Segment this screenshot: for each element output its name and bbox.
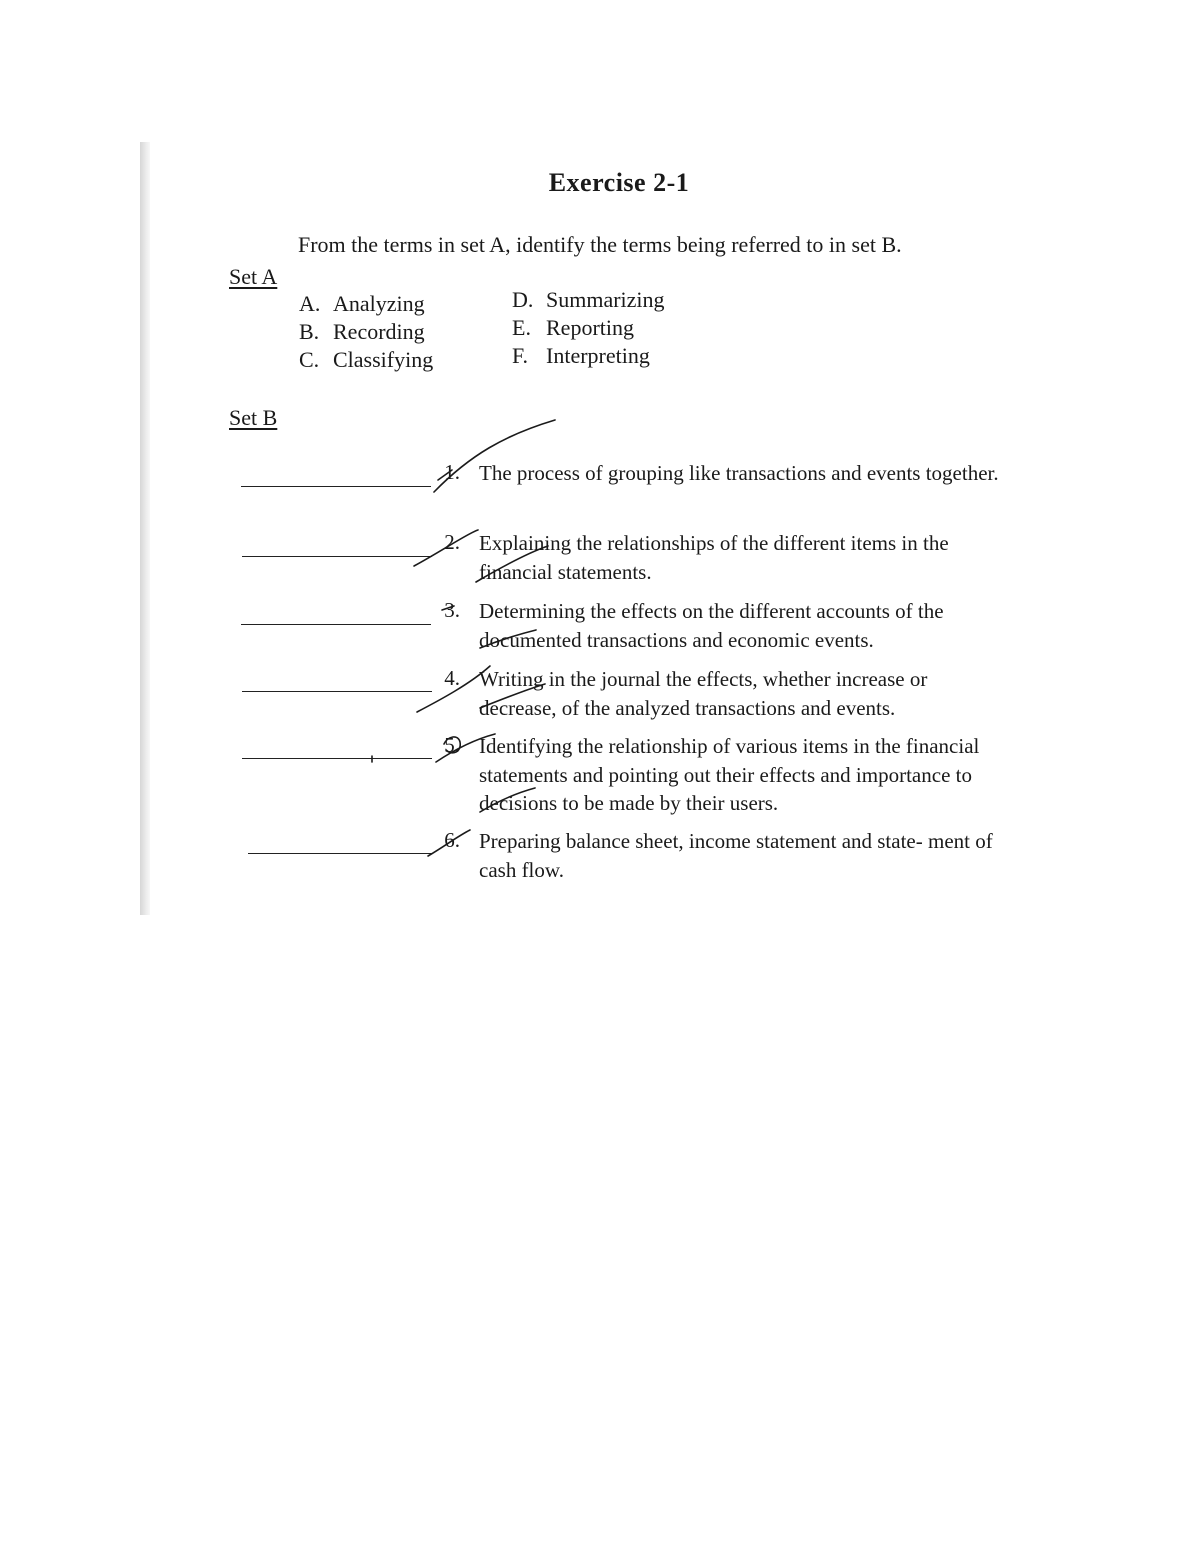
term-d — [512, 287, 665, 313]
term-a — [299, 291, 425, 317]
answer-blank[interactable] — [242, 556, 432, 557]
item-description: Determining the effects on the different accounts of the documented transactions and economic events. — [479, 599, 944, 652]
instruction-text: From the terms in set A, identify the terms being referred to in set B. — [298, 232, 902, 257]
term-label: Recording — [333, 319, 425, 344]
answer-blank[interactable] — [241, 486, 431, 487]
item-number: 2. — [444, 530, 460, 554]
set-a-heading: Set A — [229, 264, 278, 289]
term-e — [512, 315, 634, 341]
item-number: 4. — [444, 666, 460, 690]
set-b-heading: Set B — [229, 405, 278, 430]
term-letter: D. — [512, 287, 534, 312]
term-label: Classifying — [333, 347, 434, 372]
answer-blank[interactable] — [242, 691, 432, 692]
answer-blank[interactable] — [248, 853, 432, 854]
item-number: 5. — [444, 733, 460, 757]
item-description: The process of grouping like transactions and events together. — [479, 461, 999, 485]
term-b — [299, 319, 425, 345]
item-description: Identifying the relationship of various items in the financial statements and pointing out their effects and importance to decisions to be made by their users. — [479, 734, 980, 815]
term-letter: A. — [299, 291, 321, 316]
item-number: 6. — [444, 828, 460, 852]
term-letter: B. — [299, 319, 320, 344]
term-label: Reporting — [546, 315, 634, 340]
term-label: Interpreting — [546, 343, 650, 368]
exercise-title: Exercise 2-1 — [548, 168, 690, 197]
item-number: 1. — [444, 460, 460, 484]
term-f — [512, 343, 650, 369]
item-description: Writing in the journal the effects, whether increase or decrease, of the analyzed transactions and events. — [479, 667, 928, 720]
answer-blank[interactable] — [241, 624, 431, 625]
term-c — [299, 347, 433, 373]
item-number: 3. — [444, 598, 460, 622]
answer-blank[interactable] — [242, 758, 432, 759]
term-letter: E. — [512, 315, 531, 340]
term-label: Analyzing — [333, 291, 425, 316]
scan-page-edge-shadow — [140, 142, 150, 915]
term-label: Summarizing — [546, 287, 665, 312]
item-description: Explaining the relationships of the different items in the financial statements. — [479, 531, 949, 584]
term-letter: F. — [512, 343, 528, 368]
term-letter: C. — [299, 347, 320, 372]
item-description: Preparing balance sheet, income statement and state- ment of cash flow. — [479, 829, 993, 882]
